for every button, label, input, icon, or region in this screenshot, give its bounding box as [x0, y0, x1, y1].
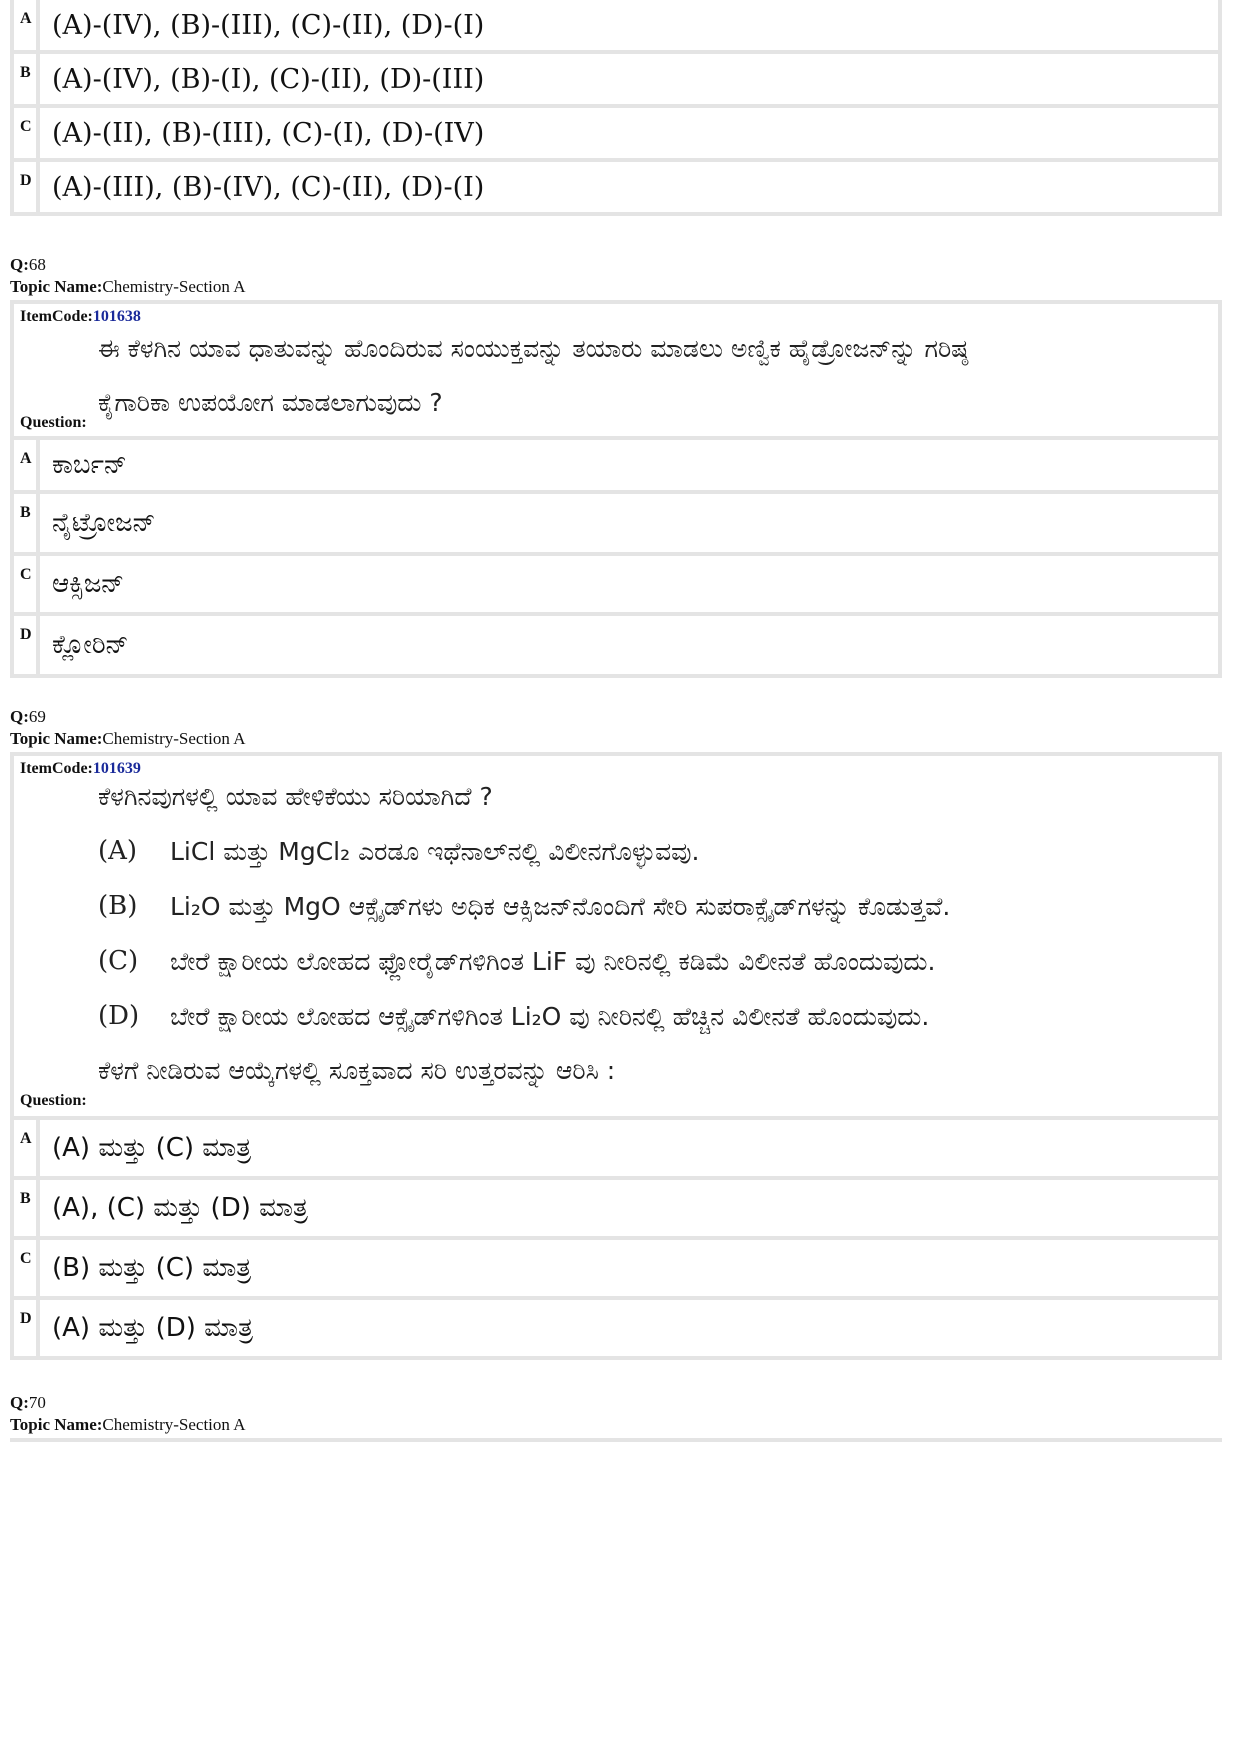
option-row[interactable] — [14, 1120, 1218, 1176]
option-row[interactable] — [14, 54, 1218, 104]
option-text: ಆಕ್ಸಿಜನ್ — [52, 568, 125, 599]
q-label: Q: — [10, 255, 29, 274]
option-text: ಕ್ಲೋರಿನ್ — [52, 629, 129, 660]
statement-d: (D) ಬೇರೆ ಕ್ಷಾರೀಯ ಲೋಹದ ಆಕ್ಸೈಡ್‌ಗಳಿಗಿಂತ Li₂O ವು ನೀರಿನಲ್ಲಿ ಹೆಚ್ಚಿನ ವಿಲೀನತೆ ಹೊಂದುವುದು. — [98, 1001, 930, 1031]
section-divider — [10, 1438, 1222, 1442]
option-row[interactable] — [14, 556, 1218, 612]
option-letter: C — [14, 1240, 40, 1296]
option-row[interactable] — [14, 162, 1218, 212]
question-block-68 — [10, 300, 1222, 440]
statement-c: (C) ಬೇರೆ ಕ್ಷಾರೀಯ ಲೋಹದ ಫ್ಲೋರೈಡ್‌ಗಳಿಗಿಂತ LiF ವು ನೀರಿನಲ್ಲಿ ಕಡಿಮೆ ವಿಲೀನತೆ ಹೊಂದುವುದು. — [98, 946, 936, 976]
option-letter: D — [14, 162, 40, 212]
options-table-69 — [10, 1120, 1222, 1360]
question-text — [14, 770, 1218, 1098]
option-text: (B) ಮತ್ತು (C) ಮಾತ್ರ — [52, 1252, 252, 1283]
option-letter: A — [14, 0, 40, 50]
question-closing: ಕೆಳಗೆ ನೀಡಿರುವ ಆಯ್ಕೆಗಳಲ್ಲಿ ಸೂಕ್ತವಾದ ಸರಿ ಉತ್ತರವನ್ನು ಆರಿಸಿ : — [98, 1056, 616, 1085]
option-letter: B — [14, 494, 40, 552]
topic-name: Chemistry-Section A — [102, 277, 246, 296]
question-text — [14, 322, 1218, 430]
question-block-69 — [10, 752, 1222, 1120]
option-row[interactable] — [14, 1240, 1218, 1296]
question-label: Question: — [20, 414, 87, 431]
question-number: 69 — [28, 707, 46, 726]
option-row[interactable] — [14, 494, 1218, 552]
statement-b: (B) Li₂O ಮತ್ತು MgO ಆಕ್ಸೈಡ್‌ಗಳು ಅಧಿಕ ಆಕ್ಸಿಜನ್‌ನೊಂದಿಗೆ ಸೇರಿ ಸುಪರಾಕ್ಸೈಡ್‌ಗಳನ್ನು ಕೊಡುತ್ತವೆ. — [98, 891, 951, 921]
itemcode-value: 101639 — [92, 760, 141, 777]
options-table-68 — [10, 440, 1222, 678]
question-line: ಈ ಕೆಳಗಿನ ಯಾವ ಧಾತುವನ್ನು ಹೊಂದಿರುವ ಸಂಯುಕ್ತವನ್ನು ತಯಾರು ಮಾಡಲು ಅಣ್ವಿಕ ಹೈಡ್ರೋಜನ್‌ನ್ನು ಗರಿಷ್ಠ — [98, 334, 969, 363]
option-letter: A — [14, 440, 40, 490]
option-text: ನೈಟ್ರೋಜನ್ — [52, 507, 156, 538]
option-letter: B — [14, 1180, 40, 1236]
itemcode: ItemCode:101639 — [20, 760, 141, 777]
prev-options-table — [10, 0, 1222, 216]
option-text: (A)-(III), (B)-(IV), (C)-(II), (D)-(I) — [52, 171, 485, 203]
option-text: (A)-(IV), (B)-(III), (C)-(II), (D)-(I) — [52, 9, 485, 41]
topic-label: Topic Name: — [10, 277, 103, 296]
topic-label: Topic Name: — [10, 1415, 103, 1434]
option-row[interactable] — [14, 616, 1218, 674]
option-letter: D — [14, 1300, 40, 1356]
option-text: (A), (C) ಮತ್ತು (D) ಮಾತ್ರ — [52, 1192, 308, 1223]
option-row[interactable] — [14, 1180, 1218, 1236]
itemcode: ItemCode:101638 — [20, 308, 141, 325]
option-text: (A) ಮತ್ತು (D) ಮಾತ್ರ — [52, 1312, 253, 1343]
topic-name: Chemistry-Section A — [102, 729, 246, 748]
statement-a: (A) LiCl ಮತ್ತು MgCl₂ ಎರಡೂ ಇಥೆನಾಲ್‌ನಲ್ಲಿ ವಿಲೀನಗೊಳ್ಳುವವು. — [98, 836, 700, 866]
option-letter: A — [14, 1120, 40, 1176]
question-number: 70 — [28, 1393, 46, 1412]
question-header-70 — [10, 1392, 245, 1436]
option-row[interactable] — [14, 1300, 1218, 1356]
option-text: (A)-(II), (B)-(III), (C)-(I), (D)-(IV) — [52, 117, 485, 149]
q-label: Q: — [10, 707, 29, 726]
topic-label: Topic Name: — [10, 729, 103, 748]
option-letter: C — [14, 108, 40, 158]
option-letter: B — [14, 54, 40, 104]
topic-name: Chemistry-Section A — [102, 1415, 246, 1434]
option-text: (A)-(IV), (B)-(I), (C)-(II), (D)-(III) — [52, 63, 485, 95]
question-label: Question: — [20, 1092, 87, 1109]
option-text: ಕಾರ್ಬನ್ — [52, 449, 127, 480]
option-letter: D — [14, 616, 40, 674]
question-line: ಕೈಗಾರಿಕಾ ಉಪಯೋಗ ಮಾಡಲಾಗುವುದು ? — [98, 388, 443, 417]
option-row[interactable] — [14, 440, 1218, 490]
question-header-69 — [10, 706, 245, 750]
question-intro: ಕೆಳಗಿನವುಗಳಲ್ಲಿ ಯಾವ ಹೇಳಿಕೆಯು ಸರಿಯಾಗಿದೆ ? — [98, 782, 493, 811]
option-letter: C — [14, 556, 40, 612]
option-row[interactable] — [14, 0, 1218, 50]
option-text: (A) ಮತ್ತು (C) ಮಾತ್ರ — [52, 1132, 252, 1163]
q-label: Q: — [10, 1393, 29, 1412]
option-row[interactable] — [14, 108, 1218, 158]
itemcode-value: 101638 — [92, 308, 141, 325]
question-number: 68 — [28, 255, 46, 274]
question-header-68 — [10, 254, 245, 298]
